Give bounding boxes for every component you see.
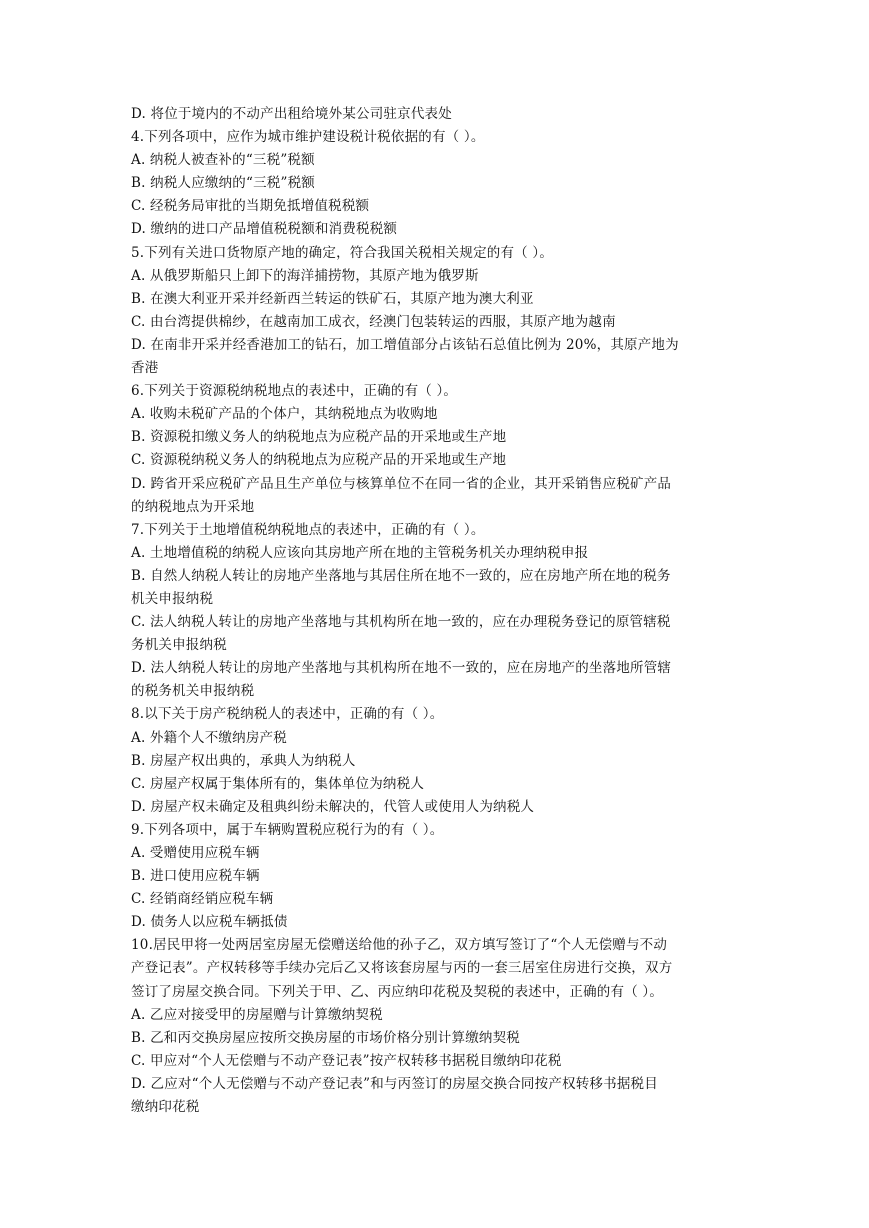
question-10-line1: 10.居民甲将一处两居室房屋无偿赠送给他的孙子乙，双方填写签订了“个人无偿赠与不动 (131, 937, 668, 954)
option-c-q7-line2: 务机关申报纳税 (131, 637, 227, 654)
option-d-q5-line2: 香港 (131, 360, 159, 377)
option-d-q7-line2: 的税务机关申报纳税 (131, 683, 255, 700)
option-d-q10-line2: 缴纳印花税 (131, 1099, 200, 1116)
document-body (131, 103, 741, 1119)
option-d-q5-line1: D. 在南非开采并经香港加工的钻石，加工增值部分占该钻石总值比例为 20%，其原产地为 (131, 336, 679, 353)
question-4: 4.下列各项中，应作为城市维护建设税计税依据的有（ ）。 (131, 129, 485, 146)
option-d-q9: D. 债务人以应税车辆抵债 (131, 914, 288, 931)
option-a-q6: A. 收购未税矿产品的个体户，其纳税地点为收购地 (131, 406, 438, 423)
question-10-line3: 签订了房屋交换合同。下列关于甲、乙、丙应纳印花税及契税的表述中，正确的有（ ）。 (131, 983, 664, 1000)
option-a-q9: A. 受赠使用应税车辆 (131, 845, 260, 861)
option-a-q7: A. 土地增值税的纳税人应该向其房地产所在地的主管税务机关办理纳税申报 (131, 544, 589, 561)
option-b-q4: B. 纳税人应缴纳的“三税”税额 (131, 175, 316, 192)
option-d-q10-line1: D. 乙应对“个人无偿赠与不动产登记表”和与丙签订的房屋交换合同按产权转移书据税目 (131, 1075, 658, 1092)
question-9: 9.下列各项中，属于车辆购置税应税行为的有（ ）。 (131, 821, 444, 838)
option-c-q9: C. 经销商经销应税车辆 (131, 891, 274, 908)
option-c-q10: C. 甲应对“个人无偿赠与不动产登记表”按产权转移书据税目缴纳印花税 (131, 1052, 562, 1069)
option-a-q4: A. 纳税人被查补的“三税”税额 (131, 152, 315, 169)
option-d-q6-line2: 的纳税地点为开采地 (131, 498, 255, 515)
option-b-q6: B. 资源税扣缴义务人的纳税地点为应税产品的开采地或生产地 (131, 429, 507, 446)
option-b-q10: B. 乙和丙交换房屋应按所交换房屋的市场价格分别计算缴纳契税 (131, 1029, 521, 1046)
option-b-q7-line2: 机关申报纳税 (131, 590, 214, 607)
option-a-q5: A. 从俄罗斯船只上卸下的海洋捕捞物，其原产地为俄罗斯 (131, 267, 479, 284)
option-d-q3: D. 将位于境内的不动产出租给境外某公司驻京代表处 (131, 106, 452, 122)
option-c-q6: C. 资源税纳税义务人的纳税地点为应税产品的开采地或生产地 (131, 452, 507, 469)
question-8: 8.以下关于房产税纳税人的表述中，正确的有（ ）。 (131, 706, 444, 723)
option-c-q4: C. 经税务局审批的当期免抵增值税税额 (131, 198, 370, 215)
option-b-q5: B. 在澳大利亚开采并经新西兰转运的铁矿石，其原产地为澳大利亚 (131, 290, 534, 307)
option-d-q8: D. 房屋产权未确定及租典纠纷未解决的，代管人或使用人为纳税人 (131, 798, 535, 815)
question-7: 7.下列关于土地增值税纳税地点的表述中，正确的有（ ）。 (131, 521, 485, 538)
option-d-q4: D. 缴纳的进口产品增值税税额和消费税税额 (131, 221, 398, 238)
question-6: 6.下列关于资源税纳税地点的表述中，正确的有（ ）。 (131, 383, 458, 400)
option-a-q10: A. 乙应对接受甲的房屋赠与计算缴纳契税 (131, 1006, 383, 1023)
question-5: 5.下列有关进口货物原产地的确定，符合我国关税相关规定的有（ ）。 (131, 244, 554, 261)
option-d-q7-line1: D. 法人纳税人转让的房地产坐落地与其机构所在地不一致的，应在房地产的坐落地所管辖 (131, 660, 672, 677)
option-c-q5: C. 由台湾提供棉纱，在越南加工成衣，经澳门包装转运的西服，其原产地为越南 (131, 313, 616, 330)
option-b-q9: B. 进口使用应税车辆 (131, 868, 260, 885)
question-10-line2: 产登记表”。产权转移等手续办完后乙又将该套房屋与丙的一套三居室住房进行交换，双方 (131, 960, 673, 977)
option-c-q8: C. 房屋产权属于集体所有的，集体单位为纳税人 (131, 775, 425, 792)
option-d-q6-line1: D. 跨省开采应税矿产品且生产单位与核算单位不在同一省的企业，其开采销售应税矿产品 (131, 475, 672, 492)
option-b-q8: B. 房屋产权出典的，承典人为纳税人 (131, 752, 356, 769)
option-a-q8: A. 外籍个人不缴纳房产税 (131, 729, 287, 746)
option-c-q7-line1: C. 法人纳税人转让的房地产坐落地与其机构所在地一致的，应在办理税务登记的原管辖税 (131, 614, 671, 631)
option-b-q7-line1: B. 自然人纳税人转让的房地产坐落地与其居住所在地不一致的，应在房地产所在地的税务 (131, 567, 671, 584)
